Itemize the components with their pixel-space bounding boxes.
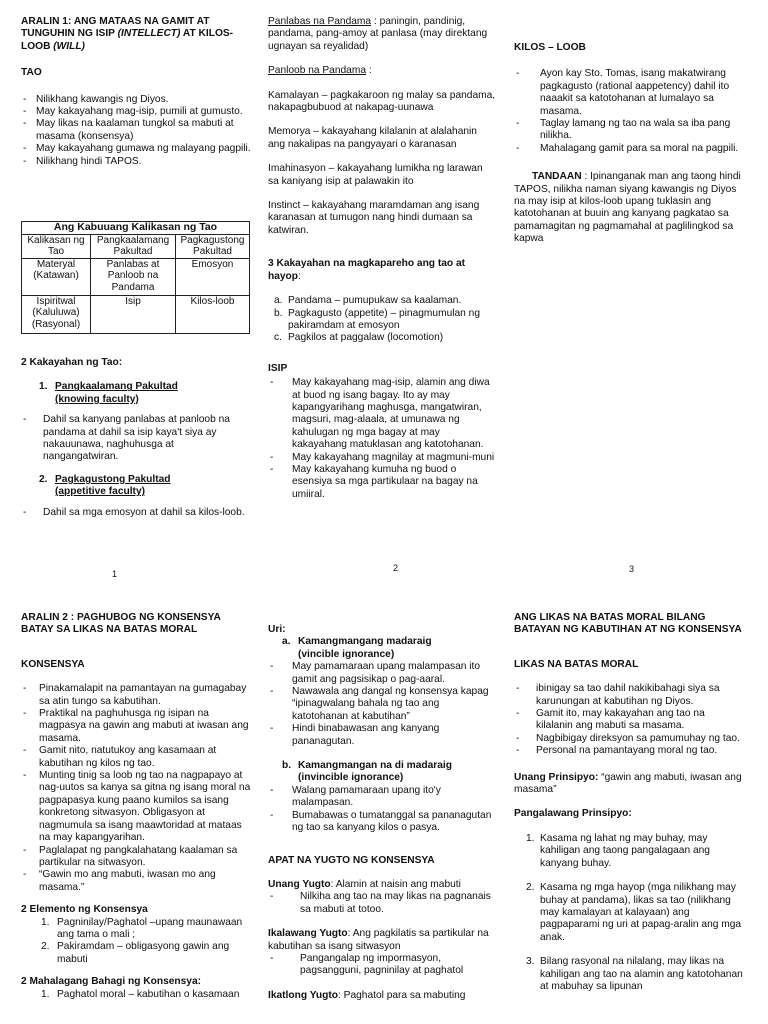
list-item: 2. Pakiramdam – obligasyong gawin ang mabuti — [41, 941, 230, 965]
list-item: - May kakayahang kumuha ng buod o esensiya sa mga partikulaar na bagay na umiiral. — [268, 464, 496, 501]
isip-heading: ISIP — [268, 362, 288, 374]
page-number: 1 — [112, 569, 118, 579]
list-item: - Pangangalap ng impormasyon, pagsangguni, pagninilay at paghatol — [268, 953, 496, 978]
invincible-title: Kamangmangan na di madaraig (invincible ignorance) — [298, 760, 452, 784]
konsensya-heading: KONSENSYA — [21, 658, 85, 670]
page-1 — [21, 16, 251, 168]
list-item: - May kakayahang magnilay at magmuni-muni — [268, 452, 496, 464]
list-item: 1. Pagninilay/Paghatol –upang maunawaan ang tama o mali ; — [41, 916, 243, 940]
elemento-heading: 2 Elemento ng Konsensya — [21, 904, 148, 916]
faculty-1: 1. Pangkaalamang Pakultad (knowing faculty) — [21, 381, 251, 406]
tatlo-kakayahan-heading: 3 Kakayahan na magkapareho ang tao at hayop: — [268, 258, 466, 282]
list-item: - Praktikal na paghuhusga ng isipan na magpasya na gawin ang mabuti at iwasan ang masama. — [21, 708, 251, 745]
table-caption: Ang Kabuuang Kalikasan ng Tao — [22, 222, 250, 235]
list-item: - Mahalagang gamit para sa moral na pagpili. — [514, 143, 744, 155]
isip-list — [268, 377, 496, 501]
bahagi-heading: 2 Mahalagang Bahagi ng Konsensya: — [21, 976, 202, 988]
pangalawang-prinsipyo-heading: Pangalawang Prinsipyo: — [514, 808, 632, 820]
ikatlong-yugto: Ikatlong Yugto: Paghatol para sa mabuting — [268, 989, 466, 1001]
list-item: 1. Paghatol moral – kabutihan o kasamaan — [41, 988, 240, 1000]
table-cell: Ispiritwal (Kaluluwa) (Rasyonal) — [22, 295, 91, 333]
table-cell: Isip — [91, 295, 176, 333]
list-item: - May kakayahang gumawa ng malayang pagpili. — [21, 143, 251, 155]
page-number: 2 — [393, 563, 399, 573]
list-item: - Paglalapat ng pangkalahatang kaalaman sa partikular na sitwasyon. — [21, 845, 251, 870]
list-item: - Nagbibigay direksyon sa pamumuhay ng tao. — [514, 733, 744, 745]
list-item: - Ayon kay Sto. Tomas, isang makatwirang pagkagusto (rational aappetency) dahil ito naaakit sa katotohanan at lumalayo sa masama. — [514, 68, 744, 118]
kamalayan: Kamalayan – pagkakaroon ng malay sa pandama, nakapagbubuod at nakapag-uunawa — [268, 89, 496, 114]
list-item: - Taglay lamang ng tao na wala sa iba pang nilikha. — [514, 118, 744, 143]
lesson-2-title: ARALIN 2 : PAGHUBOG NG KONSENSYA BATAY SA LIKAS NA BATAS MORAL — [21, 612, 221, 636]
table-row — [22, 295, 250, 333]
table-row — [22, 234, 250, 258]
page-6 — [514, 612, 744, 993]
uri-heading: Uri: — [268, 624, 286, 635]
kilos-loob-heading: KILOS – LOOB — [514, 42, 586, 53]
faculty-2-title: Pagkagustong Pakultad (appetitive faculty) — [55, 473, 171, 498]
list-item: - May likas na kaalaman tungkol sa mabuti at masama (konsensya) — [21, 118, 251, 143]
panlabas-pandama: Panlabas na Pandama : paningin, pandinig, pandama, pang-amoy at panlasa (may direktang ugnayan sa reyalidad) — [268, 16, 488, 52]
list-item: - Nawawala ang dangal ng konsensya kapag “ipinagwalang bahala ng tao ang katotohanan at kabutihan” — [268, 686, 496, 723]
likas-heading: LIKAS NA BATAS MORAL — [514, 658, 639, 670]
list-item: - ibinigay sa tao dahil nakikibahagi siya sa karunungan at kabutihan ng Diyos. — [514, 683, 744, 708]
list-item: - Bumabawas o tumatanggal sa pananagutan ng tao sa kanyang kilos o pasya. — [268, 810, 496, 835]
faculty-2: 2. Pagkagustong Pakultad (appetitive faculty) — [21, 474, 251, 499]
memorya: Memorya – kakayahang kilalanin at alalahanin ang nakalipas na pangyayari o karanasan — [268, 126, 477, 150]
bahagi-list — [21, 989, 251, 1001]
list-item: - Nilikhang hindi TAPOS. — [21, 156, 251, 168]
list-item: - May kakayahang mag-isip, pumili at gumusto. — [21, 106, 251, 118]
list-item: - Gamit ito, may kakayahan ang tao na kilalanin ang mabuti sa masama. — [514, 708, 744, 733]
kalikasan-table — [21, 221, 250, 334]
ikalawang-yugto: Ikalawang Yugto: Ang pagkilatis sa partikular na kabutihan sa isang sitwasyon — [268, 928, 489, 952]
kakayahan-section — [21, 357, 251, 519]
table-row — [22, 258, 250, 295]
list-item: - Munting tinig sa loob ng tao na nagpapayo at nag-uutos sa kanya sa gitna ng isang moral na pagpapasya kung paano kumilos sa isang konkretong sitwasyon. Obligasyon at nagmumula sa isang maawtoridad at mataas na may kapangyarihan. — [21, 770, 251, 844]
list-item: - Pinakamalapit na pamantayan na gumagabay sa atin tungo sa kabutihan. — [21, 683, 251, 708]
page-5 — [268, 624, 496, 1002]
list-item: - May pamamaraan upang malampasan ito gamit ang pagsisikap o pag-aaral. — [268, 661, 496, 686]
list-item: - Nilikhang kawangis ng Diyos. — [21, 94, 251, 106]
list-item: - Dahil sa mga emosyon at dahil sa kilos-loob. — [21, 507, 251, 519]
prinsipyo-list — [514, 833, 744, 993]
list-item: - Nilkiha ang tao na may likas na pagnanais sa mabuti at totoo. — [268, 891, 496, 916]
unang-prinsipyo: Unang Prinsipyo: “gawin ang mabuti, iwasan ang masama” — [514, 771, 742, 796]
list-item: b. Pagkagusto (appetite) – pinagmumulan ng pakiramdam at emosyon — [274, 307, 480, 331]
apat-na-yugto-heading: APAT NA YUGTO NG KONSENSYA — [268, 854, 435, 866]
invincible-ignorance: b. Kamangmangan na di madaraig (invincible ignorance) — [268, 760, 496, 785]
page-2 — [268, 16, 496, 501]
list-item: - Personal na pamantayang moral ng tao. — [514, 745, 744, 757]
table-cell: Emosyon — [176, 258, 250, 295]
table-header-cell: Pagkagustong Pakultad — [176, 234, 250, 258]
tao-heading: TAO — [21, 67, 42, 79]
page-number: 3 — [629, 564, 635, 574]
list-item: - Hindi binabawasan ang kanyang pananagutan. — [268, 723, 496, 748]
list-item: - May kakayahang mag-isip, alamin ang diwa at buod ng isang bagay. Ito ay may kapangyarihang maghusga, mangatwiran, magsuri, mag-alaala, at umunawa ng kahulugan ng mga bagay at may kakayahang matuklasan ang katotohanan. — [268, 377, 496, 451]
list-item: - Gamit nito, natutukoy ang kasamaan at kabutihan ng kilos ng tao. — [21, 745, 251, 770]
table-cell: Materyal (Katawan) — [22, 258, 91, 295]
table-header-cell: Kalikasan ng Tao — [22, 234, 91, 258]
table-header-cell: Pangkaalamang Pakultad — [91, 234, 176, 258]
tandaan: TANDAAN : Ipinanganak man ang taong hindi TAPOS, nilikha naman siyang kawangis ng Diyos na may isip at kilos-loob upang tuklasin ang katotohanan at buuin ang kanyang pagkatao sa pamamagitan ng pagmamahal at paglilingkod sa kapwa — [514, 171, 741, 245]
likas-list — [514, 683, 744, 757]
list-item: 3. Bilang rasyonal na nilalang, may likas na kahiligan ang tao na alamin ang katotohanan at mabuhay sa lipunan — [526, 956, 743, 992]
tatlo-kakayahan-list — [268, 295, 496, 345]
likas-title: ANG LIKAS NA BATAS MORAL BILANG BATAYAN NG KABUTIHAN AT NG KONSENSYA — [514, 612, 742, 636]
imahinasyon: Imahinasyon – kakayahang lumikha ng larawan sa kaniyang isip at palawakin ito — [268, 163, 483, 187]
kakayahan-heading: 2 Kakayahan ng Tao: — [21, 357, 123, 368]
list-item: 1. Kasama ng lahat ng may buhay, may kahiligan ang taong pangalagaan ang kanyang buhay. — [526, 832, 710, 869]
tao-list — [21, 94, 251, 168]
vincible-ignorance: a. Kamangmangang madaraig (vincible ignorance) — [268, 636, 496, 661]
list-item: - “Gawin mo ang mabuti, iwasan mo ang masama.” — [21, 869, 251, 894]
konsensya-list — [21, 683, 251, 894]
elemento-list — [21, 917, 251, 967]
unang-yugto: Unang Yugto: Alamin at naisin ang mabuti — [268, 878, 461, 890]
page-4 — [21, 612, 251, 1001]
table-cell: Kilos-loob — [176, 295, 250, 333]
lesson-1-title: ARALIN 1: ANG MATAAS NA GAMIT AT TUNGUHIN NG ISIP (INTELLECT) AT KILOS-LOOB (WILL) — [21, 16, 234, 52]
list-item: - Dahil sa kanyang panlabas at panloob na pandama at dahil sa isip kaya't siya ay nakauunawa, naghuhusga at nangangatwiran. — [21, 414, 251, 464]
table-cell: Panlabas at Panloob na Pandama — [91, 258, 176, 295]
page-3 — [514, 42, 744, 246]
list-item: a. Pandama – pumupukaw sa kaalaman. — [274, 295, 462, 307]
panloob-pandama: Panloob na Pandama : — [268, 65, 372, 77]
list-item: c. Pagkilos at paggalaw (locomotion) — [274, 332, 444, 344]
kilos-loob-list — [514, 68, 744, 155]
list-item: 2. Kasama ng mga hayop (mga nilikhang may buhay at pandama), likas sa tao (nilikhang may kamalayan at kalayaan) ang pagpaparami ng uri at papag-aralin ang mga anak. — [526, 882, 742, 943]
vincible-title: Kamangmangang madaraig (vincible ignorance) — [298, 636, 432, 660]
instinct: Instinct – kakayahang maramdaman ang isang karanasan at tumugon nang hindi dumaan sa katwiran. — [268, 200, 480, 236]
list-item: - Walang pamamaraan upang ito'y malampasan. — [268, 785, 496, 810]
faculty-1-title: Pangkaalamang Pakultad (knowing faculty) — [55, 381, 178, 405]
